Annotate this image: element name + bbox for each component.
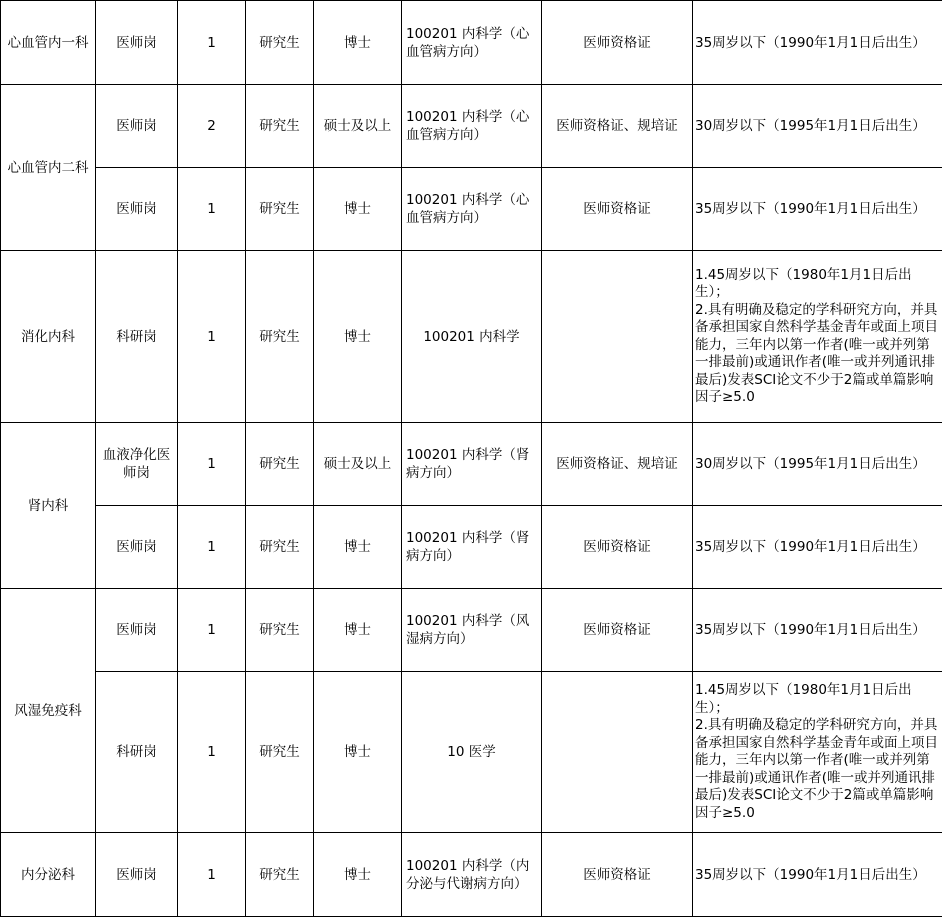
degree-cell: 博士 [314, 672, 402, 833]
department-cell: 内分泌科 [1, 833, 96, 917]
headcount-cell: 1 [178, 423, 246, 506]
table-row [1, 833, 942, 917]
table-row [1, 168, 942, 251]
position-cell: 医师岗 [96, 833, 178, 917]
degree-cell: 博士 [314, 589, 402, 672]
degree-cell: 博士 [314, 168, 402, 251]
position-cell: 医师岗 [96, 589, 178, 672]
department-cell: 风湿免疫科 [1, 589, 96, 833]
requirement-cell: 35周岁以下（1990年1月1日后出生） [693, 506, 942, 589]
table-row [1, 423, 942, 506]
department-cell: 心血管内二科 [1, 85, 96, 251]
headcount-cell: 1 [178, 589, 246, 672]
headcount-cell: 1 [178, 168, 246, 251]
department-cell: 消化内科 [1, 251, 96, 423]
requirement-line: 1.45周岁以下（1980年1月1日后出生）； [695, 682, 940, 717]
degree-cell: 硕士及以上 [314, 85, 402, 168]
education-cell: 研究生 [246, 423, 314, 506]
degree-cell: 硕士及以上 [314, 423, 402, 506]
position-cell: 医师岗 [96, 506, 178, 589]
headcount-cell: 1 [178, 251, 246, 423]
certificate-cell: 医师资格证 [542, 506, 693, 589]
education-cell: 研究生 [246, 833, 314, 917]
position-cell: 医师岗 [96, 1, 178, 85]
major-cell: 100201 内科学（心血管病方向） [402, 85, 542, 168]
education-cell: 研究生 [246, 251, 314, 423]
requirement-cell: 35周岁以下（1990年1月1日后出生） [693, 589, 942, 672]
position-cell: 医师岗 [96, 85, 178, 168]
requirement-line: 2.具有明确及稳定的学科研究方向，并具备承担国家自然科学基金青年或面上项目能力，三年内以第一作者(唯一或并列第一排最前)或通讯作者(唯一或并列通讯排最后)发表SCI论文不少于2篇或单篇影响因子≥5.0 [695, 302, 940, 407]
certificate-cell: 医师资格证 [542, 833, 693, 917]
requirement-cell [693, 251, 942, 423]
table-row [1, 251, 942, 423]
table-row [1, 1, 942, 85]
major-cell: 100201 内科学（心血管病方向） [402, 168, 542, 251]
major-cell: 100201 内科学 [402, 251, 542, 423]
position-cell: 血液净化医师岗 [96, 423, 178, 506]
degree-cell: 博士 [314, 833, 402, 917]
headcount-cell: 1 [178, 506, 246, 589]
education-cell: 研究生 [246, 1, 314, 85]
position-cell: 医师岗 [96, 168, 178, 251]
education-cell: 研究生 [246, 672, 314, 833]
requirement-cell: 35周岁以下（1990年1月1日后出生） [693, 833, 942, 917]
degree-cell: 博士 [314, 506, 402, 589]
requirement-cell: 35周岁以下（1990年1月1日后出生） [693, 168, 942, 251]
major-cell: 100201 内科学（心血管病方向） [402, 1, 542, 85]
headcount-cell: 1 [178, 833, 246, 917]
major-cell: 100201 内科学（风湿病方向） [402, 589, 542, 672]
major-cell: 10 医学 [402, 672, 542, 833]
degree-cell: 博士 [314, 251, 402, 423]
education-cell: 研究生 [246, 85, 314, 168]
education-cell: 研究生 [246, 506, 314, 589]
certificate-cell [542, 672, 693, 833]
education-cell: 研究生 [246, 168, 314, 251]
certificate-cell: 医师资格证、规培证 [542, 423, 693, 506]
certificate-cell: 医师资格证、规培证 [542, 85, 693, 168]
table-row [1, 85, 942, 168]
requirement-cell: 35周岁以下（1990年1月1日后出生） [693, 1, 942, 85]
table-row [1, 506, 942, 589]
certificate-cell: 医师资格证 [542, 1, 693, 85]
department-cell: 心血管内一科 [1, 1, 96, 85]
headcount-cell: 2 [178, 85, 246, 168]
requirement-line: 2.具有明确及稳定的学科研究方向，并具备承担国家自然科学基金青年或面上项目能力，三年内以第一作者(唯一或并列第一排最前)或通讯作者(唯一或并列通讯排最后)发表SCI论文不少于2篇或单篇影响因子≥5.0 [695, 717, 940, 822]
table-row [1, 589, 942, 672]
table-row [1, 672, 942, 833]
certificate-cell: 医师资格证 [542, 589, 693, 672]
certificate-cell: 医师资格证 [542, 168, 693, 251]
position-cell: 科研岗 [96, 251, 178, 423]
headcount-cell: 1 [178, 1, 246, 85]
major-cell: 100201 内科学（内分泌与代谢病方向） [402, 833, 542, 917]
requirement-cell [693, 672, 942, 833]
requirement-cell: 30周岁以下（1995年1月1日后出生） [693, 423, 942, 506]
requirement-cell: 30周岁以下（1995年1月1日后出生） [693, 85, 942, 168]
position-cell: 科研岗 [96, 672, 178, 833]
department-cell: 肾内科 [1, 423, 96, 589]
degree-cell: 博士 [314, 1, 402, 85]
certificate-cell [542, 251, 693, 423]
requirement-line: 1.45周岁以下（1980年1月1日后出生）； [695, 267, 940, 302]
major-cell: 100201 内科学（肾病方向） [402, 506, 542, 589]
major-cell: 100201 内科学（肾病方向） [402, 423, 542, 506]
education-cell: 研究生 [246, 589, 314, 672]
headcount-cell: 1 [178, 672, 246, 833]
